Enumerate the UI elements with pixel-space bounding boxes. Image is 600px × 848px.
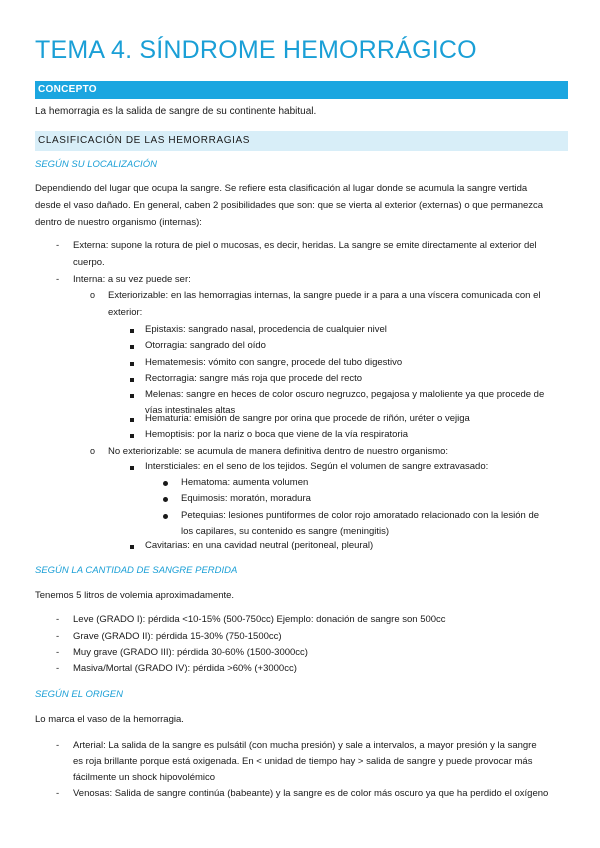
venosas-line: Venosas: Salida de sangre continúa (babeante) y la sangre es de color más oscuro ya que ha perdido el oxígeno (73, 788, 549, 799)
dash-marker: - (56, 788, 60, 799)
concepto-text: La hemorragia es la salida de sangre de su continente habitual. (35, 106, 317, 117)
square-bullet (130, 545, 134, 549)
arterial-line: fácilmente un shock hipovolémico (73, 772, 216, 783)
square-bullet (130, 378, 134, 382)
dash-marker: - (56, 663, 60, 674)
localizacion-heading: SEGÚN SU LOCALIZACIÓN (35, 159, 157, 170)
round-bullet (163, 481, 168, 486)
localizacion-intro-line: dentro de nuestro organismo (internas): (35, 217, 202, 228)
origen-heading: SEGÚN EL ORIGEN (35, 689, 123, 700)
circle-marker: o (90, 446, 96, 456)
dash-marker: - (56, 274, 60, 285)
cavitarias-line: Cavitarias: en una cavidad neutral (peritoneal, pleural) (145, 540, 374, 551)
square-bullet (130, 329, 134, 333)
concepto-heading: CONCEPTO (35, 81, 568, 99)
intersticiales-item: los capilares, su contenido es sangre (meningitis) (181, 526, 390, 537)
arterial-line: Arterial: La salida de la sangre es pulsátil (con mucha presión) y sale a intervalos, a mayor presión y la sangre (73, 740, 537, 751)
interna-line: Interna: a su vez puede ser: (73, 274, 191, 285)
cantidad-heading: SEGÚN LA CANTIDAD DE SANGRE PERDIDA (35, 565, 238, 576)
intersticiales-item: Petequias: lesiones puntiformes de color rojo amoratado relacionado con la lesión de (181, 510, 540, 521)
square-bullet (130, 362, 134, 366)
dash-marker: - (56, 647, 60, 658)
exteriorizable-item: Rectorragia: sangre más roja que procede del recto (145, 373, 363, 384)
localizacion-intro-line: Dependiendo del lugar que ocupa la sangre. Se refiere esta clasificación al lugar donde se acumula la sangre vertida (35, 183, 528, 194)
square-bullet (130, 418, 134, 422)
externa-line: cuerpo. (73, 257, 105, 268)
intersticiales-item: Hematoma: aumenta volumen (181, 477, 309, 488)
dash-marker: - (56, 240, 60, 251)
dash-marker: - (56, 631, 60, 642)
exteriorizable-item: vías intestinales altas (145, 405, 236, 416)
cantidad-item: Masiva/Mortal (GRADO IV): pérdida >60% (+3000cc) (73, 663, 297, 674)
exteriorizable-line: exterior: (108, 307, 143, 318)
square-bullet (130, 466, 134, 470)
cantidad-intro: Tenemos 5 litros de volemia aproximadamente. (35, 590, 235, 601)
dash-marker: - (56, 740, 60, 751)
cantidad-item: Leve (GRADO I): pérdida <10-15% (500-750cc) Ejemplo: donación de sangre son 500cc (73, 614, 446, 625)
exteriorizable-item: Hemoptisis: por la nariz o boca que viene de la vía respiratoria (145, 429, 408, 440)
cantidad-item: Muy grave (GRADO III): pérdida 30-60% (1500-3000cc) (73, 647, 308, 658)
origen-intro: Lo marca el vaso de la hemorragia. (35, 714, 184, 725)
round-bullet (163, 497, 168, 502)
page-title: TEMA 4. SÍNDROME HEMORRÁGICO (35, 36, 477, 64)
exteriorizable-item: Epistaxis: sangrado nasal, procedencia de cualquier nivel (145, 324, 387, 335)
intersticiales-line: Intersticiales: en el seno de los tejidos. Según el volumen de sangre extravasado: (145, 461, 489, 472)
square-bullet (130, 345, 134, 349)
intersticiales-item: Equimosis: moratón, moradura (181, 493, 311, 504)
arterial-line: es roja brillante porque está oxigenada. En < unidad de tiempo hay > salida de sangre y puede provocar más (73, 756, 533, 767)
no-exteriorizable-line: No exteriorizable: se acumula de manera definitiva dentro de nuestro organismo: (108, 446, 449, 457)
round-bullet (163, 514, 168, 519)
exteriorizable-item: Otorragia: sangrado del oído (145, 340, 266, 351)
exteriorizable-line: Exteriorizable: en las hemorragias internas, la sangre puede ir a para a una víscera comunicada con el (108, 290, 541, 301)
exteriorizable-item: Melenas: sangre en heces de color oscuro negruzco, pegajosa y maloliente ya que procede de (145, 389, 545, 400)
square-bullet (130, 394, 134, 398)
dash-marker: - (56, 614, 60, 625)
externa-line: Externa: supone la rotura de piel o mucosas, es decir, heridas. La sangre se emite directamente al exterior del (73, 240, 537, 251)
circle-marker: o (90, 290, 96, 300)
exteriorizable-item: Hematuria: emisión de sangre por orina que procede de riñón, uréter o vejiga (145, 413, 470, 424)
cantidad-item: Grave (GRADO II): pérdida 15-30% (750-1500cc) (73, 631, 282, 642)
localizacion-intro-line: desde el vaso dañado. En general, caben 2 posibilidades que son: que se vierta al exterior (externas) o que permanezca (35, 200, 544, 211)
exteriorizable-item: Hematemesis: vómito con sangre, procede del tubo digestivo (145, 357, 403, 368)
clasificacion-heading: CLASIFICACIÓN DE LAS HEMORRAGIAS (35, 131, 568, 151)
square-bullet (130, 434, 134, 438)
